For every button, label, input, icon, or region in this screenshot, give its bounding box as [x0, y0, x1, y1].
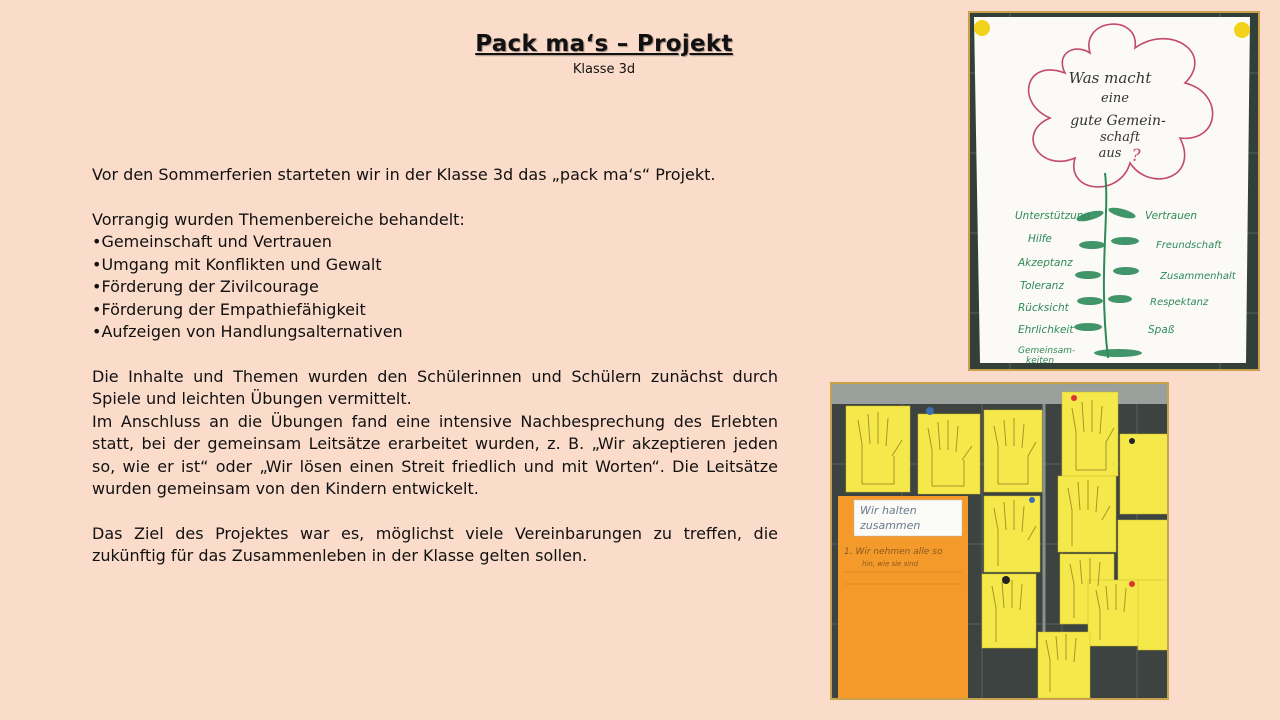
poster-word: Respektanz [1150, 297, 1209, 308]
topic-item: •Aufzeigen von Handlungsalternativen [92, 322, 403, 341]
topic-item: •Förderung der Empathiefähigkeit [92, 299, 366, 319]
poster-word: Rücksicht [1018, 302, 1069, 314]
body-text [92, 164, 778, 568]
sign-line: Wir halten [860, 504, 917, 517]
poster-word: Hilfe [1028, 233, 1052, 245]
hands-board-illustration [832, 384, 1167, 698]
poster-word: Vertrauen [1145, 210, 1197, 222]
paragraph-methods: Die Inhalte und Themen wurden den Schülerinnen und Schülern zunächst durch Spiele und leichten Übungen vermittelt. [92, 366, 778, 408]
poster-question-line: eine [1101, 91, 1129, 106]
poster-photo [968, 11, 1260, 371]
topic-item: •Gemeinschaft und Vertrauen [92, 232, 332, 251]
poster-illustration [970, 13, 1258, 369]
poster-question-line: aus [1098, 146, 1122, 161]
poster-word: Ehrlichkeit [1018, 324, 1074, 336]
topic-item: •Umgang mit Konflikten und Gewalt [92, 254, 382, 274]
smiley-magnet-icon [1234, 22, 1250, 38]
paragraph-discussion: Im Anschluss an die Übungen fand eine intensive Nachbesprechung des Erlebten statt, bei der gemeinsam Leitsätze erarbeitet wurden, z. B. „Wir akzeptieren jeden so, wie er ist“ oder „Wir lösen einen Streit friedlich und mit Worten“. Die Leitsätze wurden gemeinsam von den Kindern entwickelt. [92, 411, 778, 498]
poster-word: Spaß [1148, 324, 1175, 336]
poster-question-line: Was macht [1068, 69, 1152, 87]
topic-item: •Förderung der Zivilcourage [92, 277, 319, 296]
poster-word: Toleranz [1020, 280, 1064, 292]
poster-word: Freundschaft [1156, 240, 1222, 251]
sign-line: zusammen [860, 519, 921, 532]
orange-paper-line: 1. Wir nehmen alle so [844, 547, 943, 557]
poster-word: keiten [1026, 356, 1055, 366]
page-subtitle: Klasse 3d [572, 62, 636, 77]
poster-word: Akzeptanz [1018, 257, 1073, 269]
smiley-magnet-icon [974, 20, 990, 36]
poster-question-mark: ? [1131, 146, 1141, 166]
hands-board-photo [830, 382, 1169, 700]
orange-paper-line: hin, wie sie sind [862, 560, 919, 568]
poster-word: Unterstützung [1015, 210, 1091, 222]
poster-word: Zusammenhalt [1160, 271, 1236, 282]
poster-question-line: schaft [1099, 130, 1141, 145]
page-title: Pack ma‘s – Projekt [475, 31, 733, 57]
paragraph-goal: Das Ziel des Projektes war es, möglichst viele Vereinbarungen zu treffen, die zukünftig für das Zusammenleben in der Klasse gelten sollen. [92, 523, 778, 565]
poster-word: Gemeinsam- [1018, 346, 1076, 356]
topics-heading: Vorrangig wurden Themenbereiche behandelt: [92, 209, 465, 229]
intro-paragraph: Vor den Sommerferien starteten wir in der Klasse 3d das „pack ma‘s“ Projekt. [92, 165, 716, 184]
poster-question-line: gute Gemein- [1070, 113, 1166, 129]
